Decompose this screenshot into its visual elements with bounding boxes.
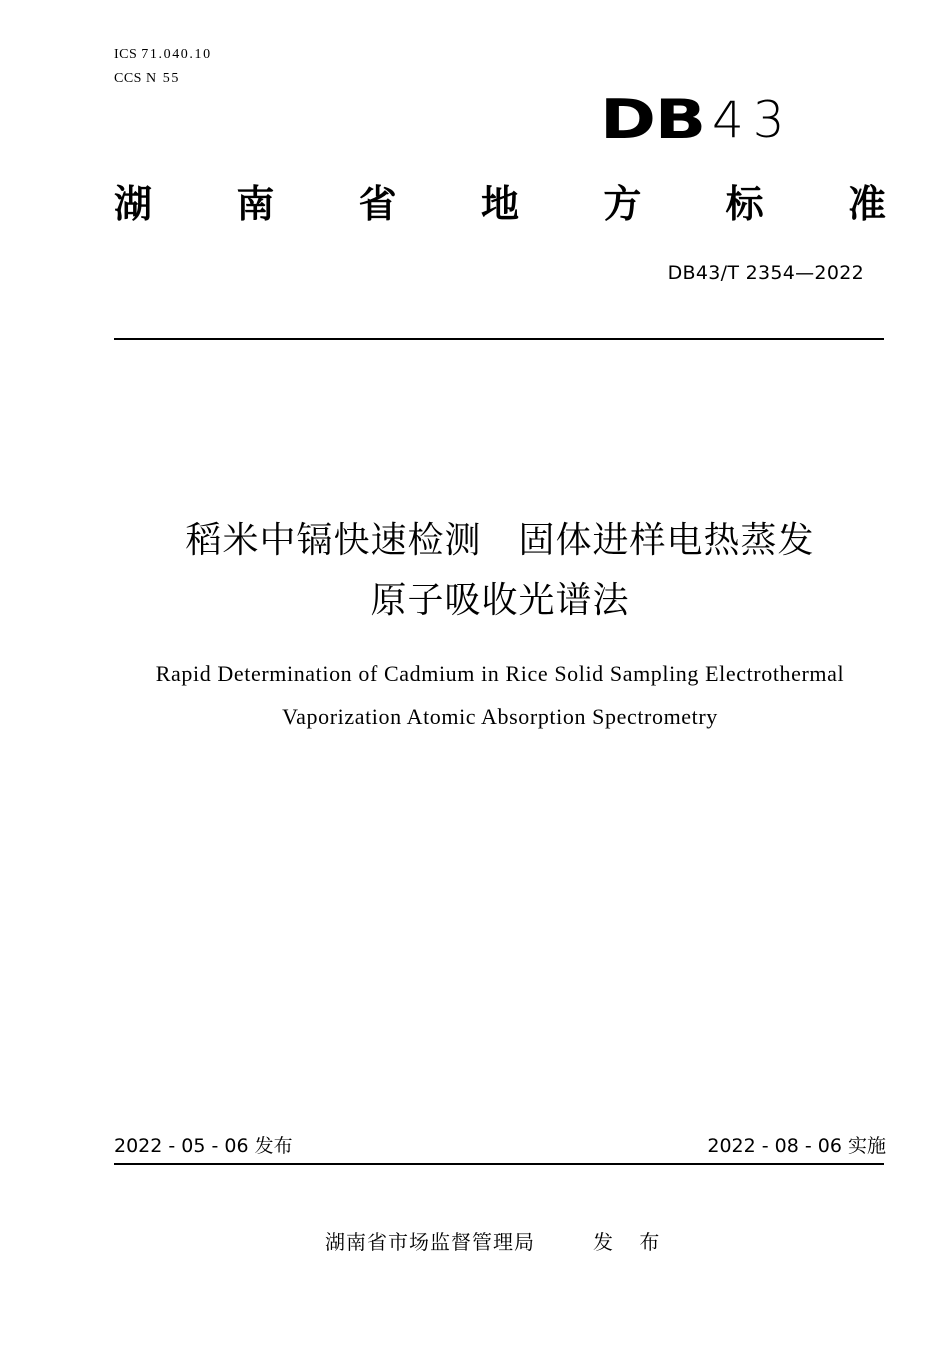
ics-code: 71.040.10 xyxy=(141,47,212,62)
title-cn-line2: 原子吸收光谱法 xyxy=(370,580,630,621)
db-logo-mark: DB xyxy=(600,88,705,151)
standard-type-heading xyxy=(114,176,886,232)
db-logo-region-code: 43 xyxy=(712,91,794,149)
standard-type-char: 方 xyxy=(603,182,642,226)
implement-date: 2022 - 08 - 06 实施 xyxy=(707,1135,886,1157)
title-cn-line1: 稻米中镉快速检测 固体进样电热蒸发 xyxy=(185,520,815,561)
issue-action: 发 布 xyxy=(593,1230,670,1254)
issuing-authority: 湖南省市场监督管理局 xyxy=(325,1230,535,1254)
standard-type-char: 标 xyxy=(725,182,764,226)
standard-number: DB43/T 2354—2022 xyxy=(667,262,864,284)
publish-date: 2022 - 05 - 06 发布 xyxy=(114,1135,293,1157)
standard-type-char: 南 xyxy=(236,182,275,226)
standard-type-char: 准 xyxy=(847,182,886,226)
ccs-label: CCS xyxy=(114,71,142,86)
footer-divider xyxy=(114,1163,884,1165)
title-en-line1: Rapid Determination of Cadmium in Rice Solid Sampling Electrothermal xyxy=(155,661,845,686)
header-divider xyxy=(114,338,884,340)
standard-type-char: 省 xyxy=(358,182,397,226)
ccs-classification xyxy=(114,71,180,87)
ics-label: ICS xyxy=(114,47,138,62)
db-logo xyxy=(600,88,794,151)
standard-type-char: 地 xyxy=(480,182,519,226)
ics-classification xyxy=(114,47,212,63)
ccs-code: N 55 xyxy=(145,71,180,86)
standard-type-char: 湖 xyxy=(114,182,153,226)
title-en-line2: Vaporization Atomic Absorption Spectrometry xyxy=(282,704,718,729)
